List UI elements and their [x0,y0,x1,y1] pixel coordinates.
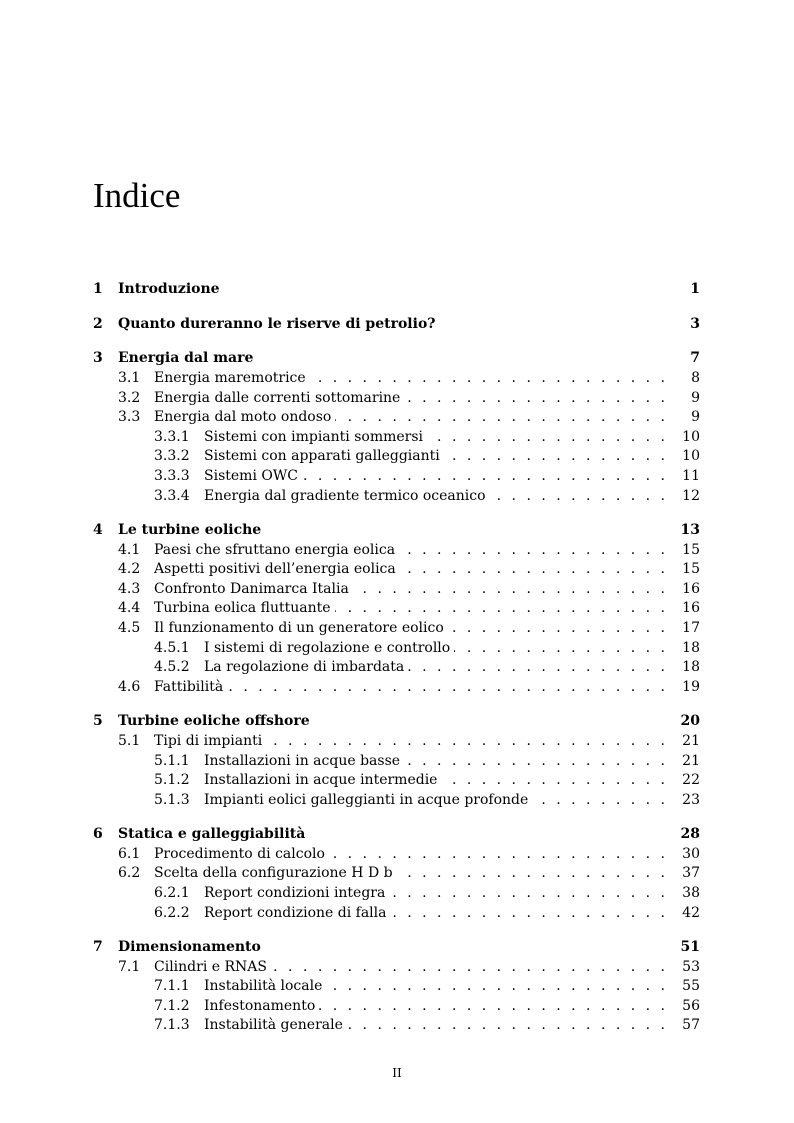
toc-entry[interactable] [93,1016,700,1036]
toc-entry[interactable] [93,467,700,487]
toc-label: Il funzionamento di un generatore eolico . . . [154,619,668,639]
toc-number: 3.2 [118,389,141,406]
toc-label: Introduzione [118,280,668,300]
toc-number: 4.6 [118,678,141,695]
toc-label: Procedimento di calcolo . . . [154,845,668,865]
toc-page-number: 56 [682,997,700,1014]
toc-label: I sistemi di regolazione e controllo . . . [204,639,668,659]
toc-number: 3.1 [118,370,141,386]
toc-page-number: 7 [690,350,700,366]
toc-label: Scelta della configurazione H D b . . . [154,864,668,884]
toc-number: 4.5.2 [154,659,190,676]
toc-entry[interactable] [93,408,700,428]
toc-entry[interactable] [93,487,700,507]
toc-number: 5.1.2 [154,772,190,789]
toc-number: 4.5.1 [154,639,190,656]
page-number: II [392,1066,402,1080]
toc-page-number: 1 [690,281,700,297]
toc-label: Energia dalle correnti sottomarine . . . [154,389,668,409]
toc-page-number: 53 [682,958,700,975]
toc-entry[interactable] [93,791,700,811]
toc-number: 3.3.4 [154,487,190,504]
toc-page-number: 11 [682,467,700,484]
toc-number: 7.1.3 [154,1017,190,1034]
toc-number: 5.1.1 [154,752,190,769]
toc-label: Energia dal mare [118,349,668,369]
toc-page-number: 21 [682,732,700,749]
toc-number: 4.1 [118,541,141,558]
toc-label: Infestonamento . . . [204,997,668,1017]
toc-number: 2 [93,315,103,332]
toc-label: Paesi che sfruttano energia eolica . . . [154,541,668,561]
toc-number: 3.3 [118,409,141,426]
toc-number: 1 [93,281,103,297]
toc-page-number: 30 [682,845,700,862]
toc-page-number: 12 [682,487,700,504]
page-title: Indice [93,176,181,215]
toc-entry[interactable] [93,447,700,467]
toc-label: Turbine eoliche offshore [118,712,668,732]
toc-label: Impianti eolici galleggianti in acque profonde . . . [204,791,668,811]
toc-page-number: 16 [682,600,700,617]
toc-number: 5.1 [118,732,141,749]
table-of-contents [93,280,700,1036]
toc-page-number: 37 [682,865,700,882]
toc-entry[interactable] [93,997,700,1017]
toc-page-number: 38 [682,884,700,901]
toc-number: 4 [93,521,103,538]
toc-page-number: 13 [680,521,700,538]
toc-entry[interactable] [93,958,700,978]
toc-label: Energia maremotrice . . . [154,369,668,389]
toc-number: 5 [93,712,103,729]
toc-page-number: 18 [682,639,700,656]
toc-chapter[interactable] [93,825,700,845]
toc-chapter[interactable] [93,938,700,958]
toc-number: 3.3.2 [154,448,190,465]
toc-entry[interactable] [93,369,700,389]
toc-label: Energia dal moto ondoso . . . [154,408,668,428]
toc-number: 6.2 [118,865,141,882]
toc-entry[interactable] [93,599,700,619]
toc-label: Turbina eolica fluttuante . . . [154,599,668,619]
toc-entry[interactable] [93,639,700,659]
toc-label: Le turbine eoliche [118,521,668,541]
toc-label: Report condizione di falla . . . [204,904,668,924]
toc-number: 3 [93,350,103,366]
toc-label: Dimensionamento [118,938,668,958]
toc-entry[interactable] [93,678,700,698]
toc-page-number: 10 [682,448,700,465]
toc-number: 6.2.2 [154,904,190,921]
toc-page-number: 21 [682,752,700,769]
toc-label: Sistemi con impianti sommersi . . . [204,428,668,448]
toc-page-number: 18 [682,659,700,676]
toc-label: Installazioni in acque basse . . . [204,752,668,772]
toc-entry[interactable] [93,732,700,752]
toc-number: 6 [93,825,103,842]
toc-entry[interactable] [93,619,700,639]
toc-label: La regolazione di imbardata . . . [204,658,668,678]
toc-page-number: 10 [682,428,700,445]
toc-number: 4.2 [118,561,141,578]
toc-label: Cilindri e RNAS . . . [154,958,668,978]
toc-entry[interactable] [93,580,700,600]
toc-number: 3.3.3 [154,467,190,484]
toc-entry[interactable] [93,884,700,904]
toc-number: 3.3.1 [154,428,190,445]
toc-entry[interactable] [93,845,700,865]
toc-page-number: 22 [682,772,700,789]
toc-page-number: 15 [682,561,700,578]
toc-entry[interactable] [93,389,700,409]
toc-entry[interactable] [93,560,700,580]
toc-page-number: 17 [682,620,700,637]
toc-page-number: 20 [680,712,700,729]
toc-page-number: 23 [682,791,700,808]
toc-entry[interactable] [93,771,700,791]
toc-number: 7.1.1 [154,978,190,995]
toc-label: Confronto Danimarca Italia . . . [154,580,668,600]
toc-page-number: 28 [680,825,700,842]
toc-label: Instabilità generale . . . [204,1016,668,1036]
toc-page-number: 15 [682,541,700,558]
toc-page-number: 9 [691,389,700,406]
toc-chapter[interactable] [93,349,700,369]
toc-number: 4.5 [118,620,141,637]
toc-label: Instabilità locale . . . [204,977,668,997]
toc-number: 6.1 [118,845,141,862]
toc-label: Fattibilità . . . [154,678,668,698]
toc-number: 5.1.3 [154,791,190,808]
toc-page-number: 19 [682,678,700,695]
toc-chapter[interactable] [93,280,700,300]
toc-label: Aspetti positivi dell’energia eolica . . . [154,560,668,580]
toc-number: 6.2.1 [154,884,190,901]
toc-page-number: 42 [682,904,700,921]
toc-entry[interactable] [93,541,700,561]
toc-label: Statica e galleggiabilità [118,825,668,845]
toc-number: 4.4 [118,600,141,617]
toc-page-number: 51 [680,938,700,955]
toc-chapter[interactable] [93,521,700,541]
toc-label: Sistemi con apparati galleggianti . . . [204,447,668,467]
toc-label: Installazioni in acque intermedie . . . [204,771,668,791]
toc-entry[interactable] [93,752,700,772]
toc-page-number: 16 [682,580,700,597]
toc-page-number: 8 [691,370,700,386]
toc-page-number: 55 [682,978,700,995]
toc-page-number: 9 [691,409,700,426]
toc-label: Energia dal gradiente termico oceanico . . . [204,487,668,507]
toc-entry[interactable] [93,904,700,924]
toc-number: 4.3 [118,580,141,597]
toc-label: Sistemi OWC . . . [204,467,668,487]
toc-entry[interactable] [93,864,700,884]
toc-entry[interactable] [93,658,700,678]
toc-label: Tipi di impianti . . . [154,732,668,752]
toc-entry[interactable] [93,428,700,448]
toc-chapter[interactable] [93,315,700,335]
toc-page-number: 57 [682,1017,700,1034]
toc-label: Report condizioni integra . . . [204,884,668,904]
toc-label: Quanto dureranno le riserve di petrolio? [118,315,668,335]
toc-page-number: 3 [690,315,700,332]
toc-entry[interactable] [93,977,700,997]
toc-number: 7.1 [118,958,141,975]
toc-chapter[interactable] [93,712,700,732]
toc-number: 7.1.2 [154,997,190,1014]
toc-number: 7 [93,938,103,955]
